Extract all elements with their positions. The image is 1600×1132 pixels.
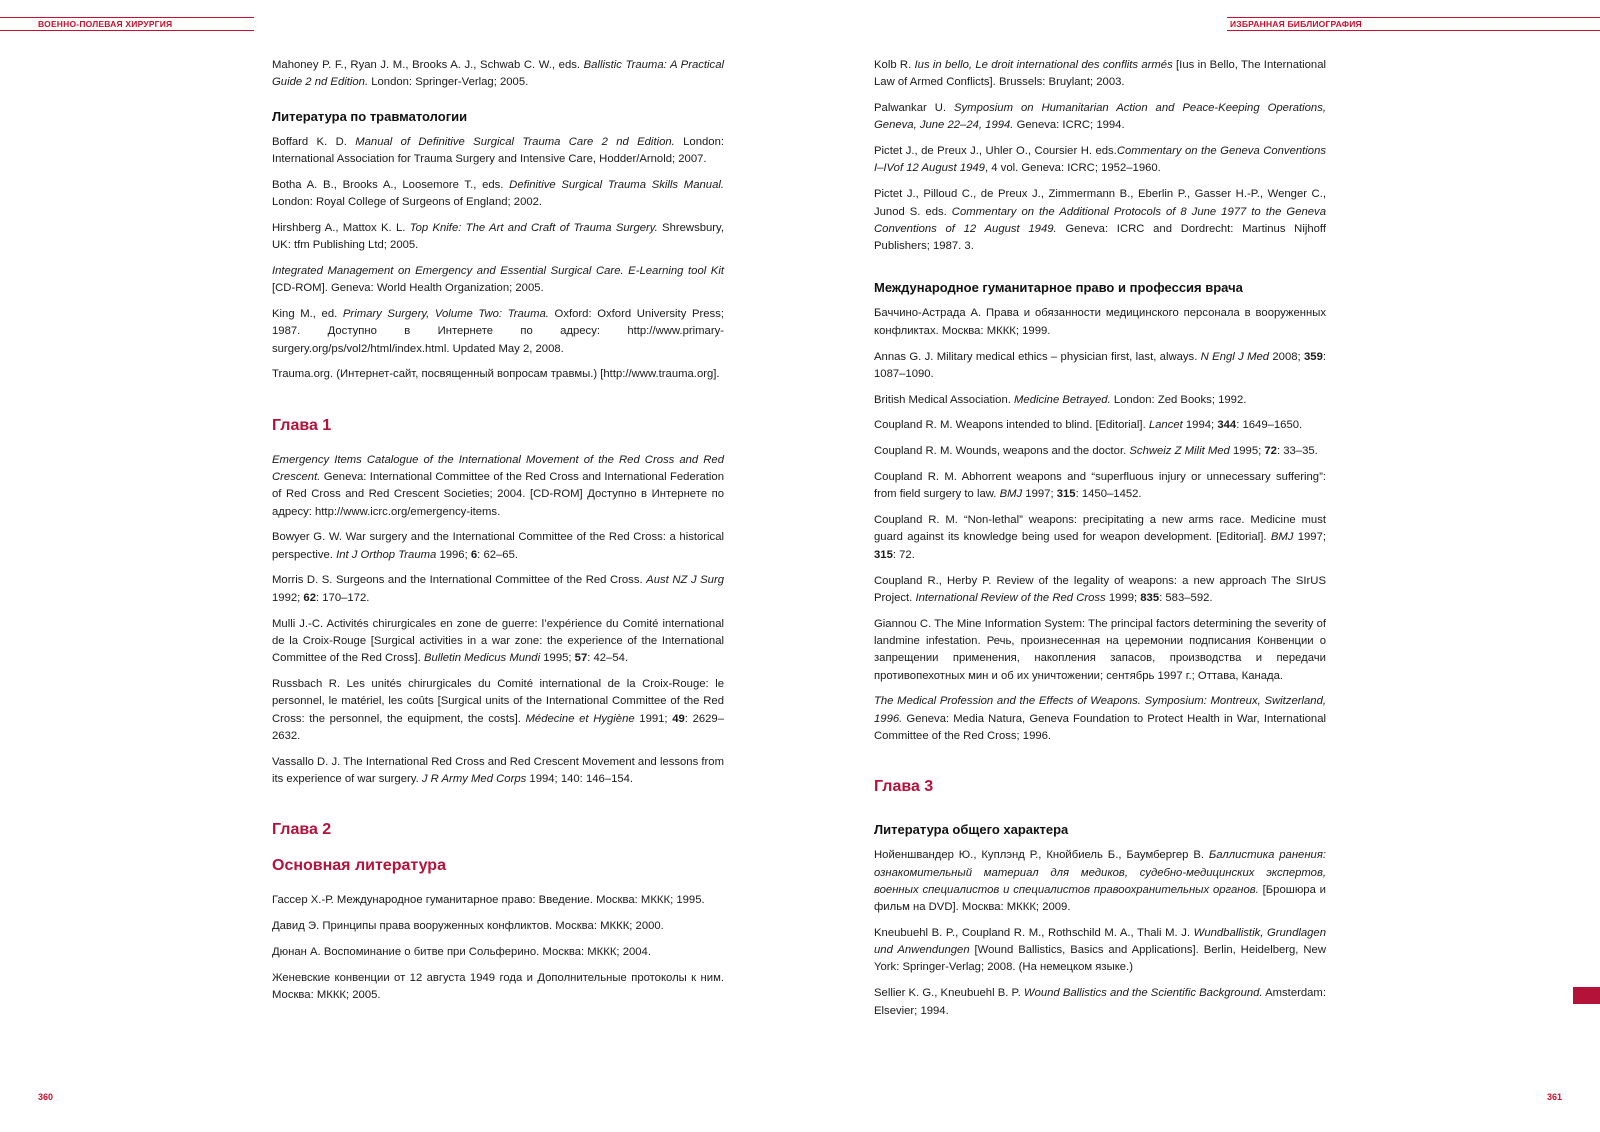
reference-item: Pictet J., de Preux J., Uhler O., Coursier H. eds.Commentary on the Geneva Conventions I–IVof 12 August 1949, 4 vol. Geneva: ICRC; 1952–1960. — [874, 145, 1327, 175]
reference-item: Женевские конвенции от 12 августа 1949 года и Дополнительные протоколы к ним. Москва: МККК; 2005. — [272, 971, 724, 1001]
running-header-left-text: ВОЕННО-ПОЛЕВАЯ ХИРУРГИЯ — [38, 19, 173, 29]
continued-reference-list — [874, 57, 1326, 255]
reference-item: Давид Э. Принципы права вооруженных конфликтов. Москва: МККК; 2000. — [272, 920, 664, 932]
chapter-2-heading: Глава 2 — [272, 821, 332, 839]
page-number-right: 361 — [1547, 1092, 1563, 1102]
reference-item: Boffard K. D. Manual of Definitive Surgical Trauma Care 2 nd Edition. London: International Association for Trauma Surgery and Intensive Care, Hodder/Arnold; 2007. — [272, 135, 724, 165]
section-heading-general: Литература общего характера — [874, 822, 1069, 838]
section-heading-trauma: Литература по травматологии — [272, 108, 468, 124]
reference-item: Palwankar U. Symposium on Humanitarian Action and Peace-Keeping Operations, Geneva, June 22–24, 1994. Geneva: ICRC; 1994. — [874, 102, 1326, 132]
reference-item: Coupland R. M. “Non-lethal” weapons: precipitating a new arms race. Medicine must guard against its knowledge being used for weapon development. [Editorial]. BMJ 1997; 315: 72. — [874, 514, 1326, 561]
reference-item: Annas G. J. Military medical ethics – physician first, last, always. N Engl J Med 2008; 359: 1087–1090. — [874, 350, 1326, 380]
reference-item: Нойеншвандер Ю., Куплэнд Р., Кнойбиель Б., Баумбергер В. Баллистика ранения: ознакомительный материал для медиков, судебно-медицинских экспертов, военных специалистов и специалистов правоохранительных органов. [Брошюра и фильм на DVD]. Москва: МККК; 2009. — [874, 849, 1327, 914]
reference-item: British Medical Association. Medicine Betrayed. London: Zed Books; 1992. — [874, 393, 1247, 406]
reference-item: Coupland R. M. Wounds, weapons and the doctor. Schweiz Z Milit Med 1995; 72: 33–35. — [874, 445, 1318, 458]
reference-item: Giannou C. The Mine Information System: The principal factors determining the severity of landmine infestation. Речь, произнесенная на церемонии подписания Конвенции о запрещении применения, накопления запасов, производства и передачи противопехотных мин и об их уничтожении; сентябрь 1997 г.; Оттава, Канада. — [874, 617, 1326, 682]
reference-item: Integrated Management on Emergency and Essential Surgical Care. E-Learning tool Kit [CD-ROM]. Geneva: World Health Organization; 2005. — [272, 264, 724, 295]
reference-item: Coupland R. M. Abhorrent weapons and “superfluous injury or unnecessary suffering”: from field surgery to law. BMJ 1997; 315: 1450–1452. — [874, 471, 1326, 501]
left-column — [272, 57, 724, 1013]
reference-item: Coupland R. M. Weapons intended to blind. [Editorial]. Lancet 1994; 344: 1649–1650. — [874, 419, 1303, 432]
reference-item: Russbach R. Les unités chirurgicales du Comité international de la Croix-Rouge: le personnel, le matériel, les coûts [Surgical units of the International Committee of the Red Cross: the personnel, the equipment, the costs]. Médecine et Hygiène 1991; 49: 2629–2632. — [272, 677, 724, 742]
running-header-right-text: ИЗБРАННАЯ БИБЛИОГРАФИЯ — [1230, 19, 1362, 29]
reference-item: Дюнан А. Воспоминание о битве при Сольферино. Москва: МККК; 2004. — [272, 945, 651, 958]
reference-item: The Medical Profession and the Effects of Weapons. Symposium: Montreux, Switzerland, 1996. Geneva: Media Natura, Geneva Foundation to Protect Health in War, International Committee of the Red Cross; 1996. — [874, 695, 1326, 742]
reference-item: Hirshberg A., Mattox K. L. Top Knife: The Art and Craft of Trauma Surgery. Shrewsbury, UK: tfm Publishing Ltd; 2005. — [272, 221, 724, 252]
chapter-2-reference-list — [272, 892, 724, 1004]
reference-item: Kolb R. Ius in bello, Le droit international des conflits armés [Ius in Bello, The International Law of Armed Conflicts]. Brussels: Bruylant; 2003. — [874, 59, 1326, 89]
section-tab-marker — [1573, 987, 1600, 1004]
reference-item: Pictet J., Pilloud C., de Preux J., Zimmermann B., Eberlin P., Gasser H.-P., Wenger C., Junod S. eds. Commentary on the Additional Protocols of 8 June 1977 to the Geneva Conventions of 12 August 1949. Geneva: ICRC and Dordrecht: Martinus Nijhoff Publishers; 1987. 3. — [874, 188, 1326, 253]
reference-item: Emergency Items Catalogue of the International Movement of the Red Cross and Red Crescent. Geneva: International Committee of the Red Cross and International Federation of Red Cross and Red Crescent Societies; 2004. [CD-ROM] Доступно в Интернете по адресу: http://www.icrc.org/emergency-items. — [272, 453, 724, 518]
chapter-1-heading: Глава 1 — [272, 416, 332, 434]
reference-item: Mulli J.-C. Activités chirurgicales en zone de guerre: l’expérience du Comité international de la Croix-Rouge [Surgical activities in a war zone: the experience of the International Committee of the Red Cross]. Bulletin Medicus Mundi 1995; 57: 42–54. — [272, 617, 724, 665]
reference-item: Botha A. B., Brooks A., Loosemore T., eds. Definitive Surgical Trauma Skills Manual. London: Royal College of Surgeons of England; 2002. — [272, 178, 725, 208]
running-header-right — [1227, 17, 1600, 31]
running-header-left — [0, 17, 254, 31]
reference-item: Гассер Х.-Р. Международное гуманитарное право: Введение. Москва: МККК; 1995. — [272, 894, 705, 907]
chapter-2-subheading: Основная литература — [272, 857, 446, 875]
section-heading-ihl: Международное гуманитарное право и профессия врача — [874, 280, 1243, 296]
reference-item: Morris D. S. Surgeons and the International Committee of the Red Cross. Aust NZ J Surg 1992; 62: 170–172. — [272, 574, 725, 604]
reference-item: Trauma.org. (Интернет-сайт, посвященный вопросам травмы.) [http://www.trauma.org]. — [272, 368, 720, 381]
page-number-left: 360 — [38, 1092, 54, 1102]
reference-item: Coupland R., Herby P. Review of the legality of weapons: a new approach The SIrUS Project. International Review of the Red Cross 1999; 835: 583–592. — [874, 574, 1326, 604]
trauma-reference-list — [272, 134, 724, 384]
general-reference-list — [874, 847, 1326, 1020]
reference-item: Bowyer G. W. War surgery and the International Committee of the Red Cross: a historical perspective. Int J Orthop Trauma 1996; 6: 62–65. — [272, 531, 724, 561]
chapter-1-reference-list — [272, 452, 724, 789]
reference-item: Mahoney P. F., Ryan J. M., Brooks A. J., Schwab C. W., eds. Ballistic Trauma: A Practical Guide 2 nd Edition. London: Springer-Verlag; 2005. — [272, 59, 724, 89]
right-column — [874, 57, 1326, 1028]
reference-item: Sellier K. G., Kneubuehl B. P. Wound Ballistics and the Scientific Background. Amsterdam: Elsevier; 1994. — [874, 987, 1326, 1017]
chapter-3-heading: Глава 3 — [874, 778, 934, 796]
reference-item: Kneubuehl B. P., Coupland R. M., Rothschild M. A., Thali M. J. Wundballistik, Grundlagen und Anwendungen [Wound Ballistics, Basics and Applications]. Berlin, Heidelberg, New York: Springer-Verlag; 2008. (На немецком языке.) — [874, 926, 1326, 974]
reference-item: King M., ed. Primary Surgery, Volume Two: Trauma. Oxford: Oxford University Press; 1987. Доступно в Интернете по адресу: http://www.primary-surgery.org/ps/vol2/html/index.html. Updated May 2, 2008. — [272, 307, 724, 355]
ihl-reference-list — [874, 305, 1326, 745]
reference-item: Vassallo D. J. The International Red Cross and Red Crescent Movement and lessons from its experience of war surgery. J R Army Med Corps 1994; 140: 146–154. — [272, 755, 724, 785]
reference-item: Баччино-Астрада А. Права и обязанности медицинского персонала в вооруженных конфликтах. Москва: МККК; 1999. — [874, 307, 1326, 337]
